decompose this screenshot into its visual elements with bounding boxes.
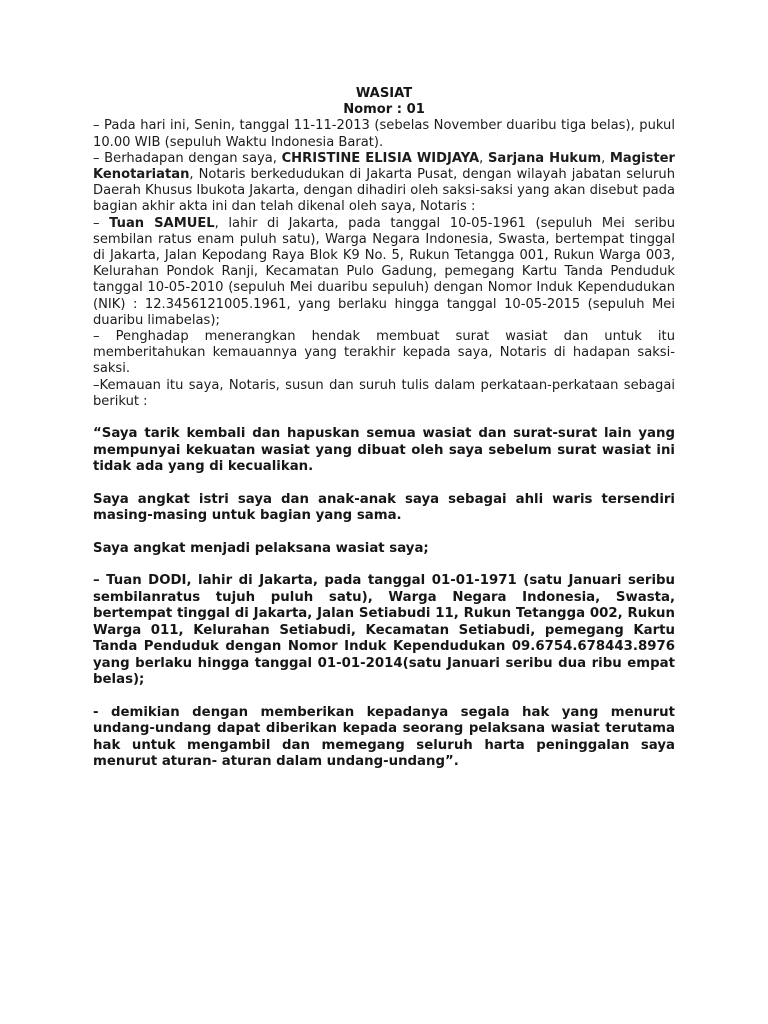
paragraph-testator bbox=[93, 216, 675, 329]
notary-sep-1: , bbox=[479, 150, 488, 166]
notary-sep-2: , bbox=[601, 150, 610, 166]
notary-degree-2: Magister Kenotariatan bbox=[93, 150, 676, 183]
testator-name: Tuan SAMUEL bbox=[109, 215, 215, 231]
paragraph-dictation: –Kemauan itu saya, Notaris, susun dan suruh tulis dalam perkataan-perkataan sebagai berikut : bbox=[93, 377, 675, 409]
clause-revocation: “Saya tarik kembali dan hapuskan semua wasiat dan surat-surat lain yang mempunyai kekuatan wasiat yang dibuat oleh saya sebelum surat wasiat ini tidak ada yang di kecualikan. bbox=[93, 426, 675, 475]
spacer bbox=[93, 410, 675, 426]
spacer bbox=[93, 525, 675, 541]
clause-executor-rights: - demikian dengan memberikan kepadanya segala hak yang menurut undang-undang dapat diberikan kepada seorang pelaksana wasiat terutama hak untuk mengambil dan memegang seluruh harta peninggalan saya menurut aturan- aturan dalam undang-undang”. bbox=[93, 704, 675, 770]
notary-name: CHRISTINE ELISIA WIDJAYA bbox=[281, 150, 480, 166]
spacer bbox=[93, 476, 675, 492]
spacer bbox=[93, 557, 675, 573]
paragraph-intent: – Penghadap menerangkan hendak membuat surat wasiat dan untuk itu memberitahukan kemauannya yang terakhir kepada saya, Notaris di hadapan saksi-saksi. bbox=[93, 329, 675, 377]
testator-details: , lahir di Jakarta, pada tanggal 10-05-1961 (sepuluh Mei seribu sembilan ratus enam puluh satu), Warga Negara Indonesia, Swasta, bertempat tinggal di Jakarta, Jalan Kepodang Raya Blok K9 No. 5, Rukun Tetangga 001, Rukun Warga 003, Kelurahan Pondok Ranji, Kecamatan Pulo Gadung, pemegang Kartu Tanda Penduduk tanggal 10-05-2010 (sepuluh Mei duaribu sepuluh) dengan Nomor Induk Kependudukan (NIK) : 12.3456121005.1961, yang berlaku hingga tanggal 10-05-2015 (sepuluh Mei duaribu limabelas); bbox=[93, 215, 675, 328]
spacer bbox=[93, 689, 675, 705]
document-number: Nomor : 01 bbox=[343, 102, 425, 118]
notary-degree-1: Sarjana Hukum bbox=[487, 150, 602, 166]
paragraph-notary bbox=[93, 151, 675, 216]
clause-executor-intro: Saya angkat menjadi pelaksana wasiat saya; bbox=[93, 540, 429, 556]
clause-executor-details: – Tuan DODI, lahir di Jakarta, pada tanggal 01-01-1971 (satu Januari seribu sembilanratus tujuh puluh satu), Warga Negara Indonesia, Swasta, bertempat tinggal di Jakarta, Jalan Setiabudi 11, Rukun Tetangga 002, Rukun Warga 011, Kelurahan Setiabudi, Kecamatan Setiabudi, pemegang Kartu Tanda Penduduk dengan Nomor Induk Kependudukan 09.6754.678443.8976 yang berlaku hingga tanggal 01-01-2014(satu Januari seribu dua ribu empat belas); bbox=[93, 573, 675, 688]
will-document bbox=[93, 86, 675, 771]
notary-prefix: – Berhadapan dengan saya, bbox=[93, 150, 282, 166]
document-title: WASIAT bbox=[355, 86, 413, 101]
notary-rest: , Notaris berkedudukan di Jakarta Pusat, dengan wilayah jabatan seluruh Daerah Khusus Ibukota Jakarta, dengan dihadiri oleh saksi-saksi yang akan disebut pada bagian akhir akta ini dan telah dikenal oleh saya, Notaris : bbox=[93, 167, 675, 215]
paragraph-date: – Pada hari ini, Senin, tanggal 11-11-2013 (sebelas November duaribu tiga belas), pukul 10.00 WIB (sepuluh Waktu Indonesia Barat). bbox=[93, 118, 675, 150]
testator-prefix: – bbox=[93, 215, 110, 231]
clause-heirs: Saya angkat istri saya dan anak-anak saya sebagai ahli waris tersendiri masing-masing untuk bagian yang sama. bbox=[93, 491, 675, 524]
